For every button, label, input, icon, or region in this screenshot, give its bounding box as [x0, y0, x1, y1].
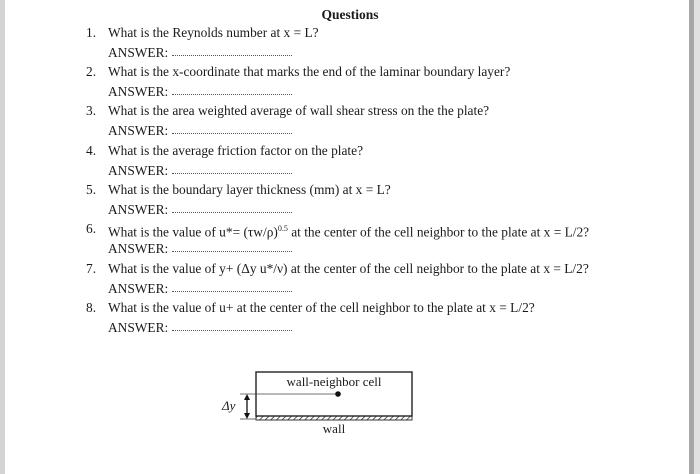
question-text: What is the value of y+ (Δy u*/ν) at the center of the cell neighbor to the plate at x = L/2?	[108, 261, 589, 276]
question-text: What is the x-coordinate that marks the end of the laminar boundary layer?	[108, 64, 511, 79]
answer-label: ANSWER:	[108, 45, 169, 60]
wall-hatch	[256, 416, 412, 420]
question-number: 6.	[86, 221, 97, 236]
question-number: 2.	[86, 64, 97, 79]
answer-label: ANSWER:	[108, 123, 169, 138]
question-number: 7.	[86, 261, 97, 276]
question-text: What is the value of u+ at the center of the cell neighbor to the plate at x = L/2?	[108, 300, 535, 315]
question-text: What is the boundary layer thickness (mm) at x = L?	[108, 182, 391, 197]
question-number: 5.	[86, 182, 97, 197]
question-number: 3.	[86, 103, 97, 118]
page-title: Questions	[321, 7, 379, 22]
wall-label: wall	[322, 421, 346, 436]
question-text: What is the average friction factor on the plate?	[108, 143, 364, 158]
question-text: What is the area weighted average of wall shear stress on the the plate?	[108, 103, 490, 118]
answer-label: ANSWER:	[108, 241, 169, 256]
cell-label: wall-neighbor cell	[286, 374, 382, 389]
question-number: 1.	[86, 25, 97, 40]
answer-label: ANSWER:	[108, 320, 169, 335]
answer-label: ANSWER:	[108, 163, 169, 178]
answer-label: ANSWER:	[108, 202, 169, 217]
delta-y-arrow-icon	[244, 394, 250, 419]
answer-label: ANSWER:	[108, 84, 169, 99]
delta-y-label: Δy	[222, 398, 236, 413]
question-text: What is the Reynolds number at x = L?	[108, 25, 319, 40]
question-number: 4.	[86, 143, 97, 158]
question-number: 8.	[86, 300, 97, 315]
question-text: What is the value of $u*= (\tau w/\rho)^{0.5}$ at the center of the cell neighbor to the plate at x = L/2?	[108, 224, 590, 240]
cell-center-dot	[335, 391, 341, 397]
answer-label: ANSWER:	[108, 281, 169, 296]
